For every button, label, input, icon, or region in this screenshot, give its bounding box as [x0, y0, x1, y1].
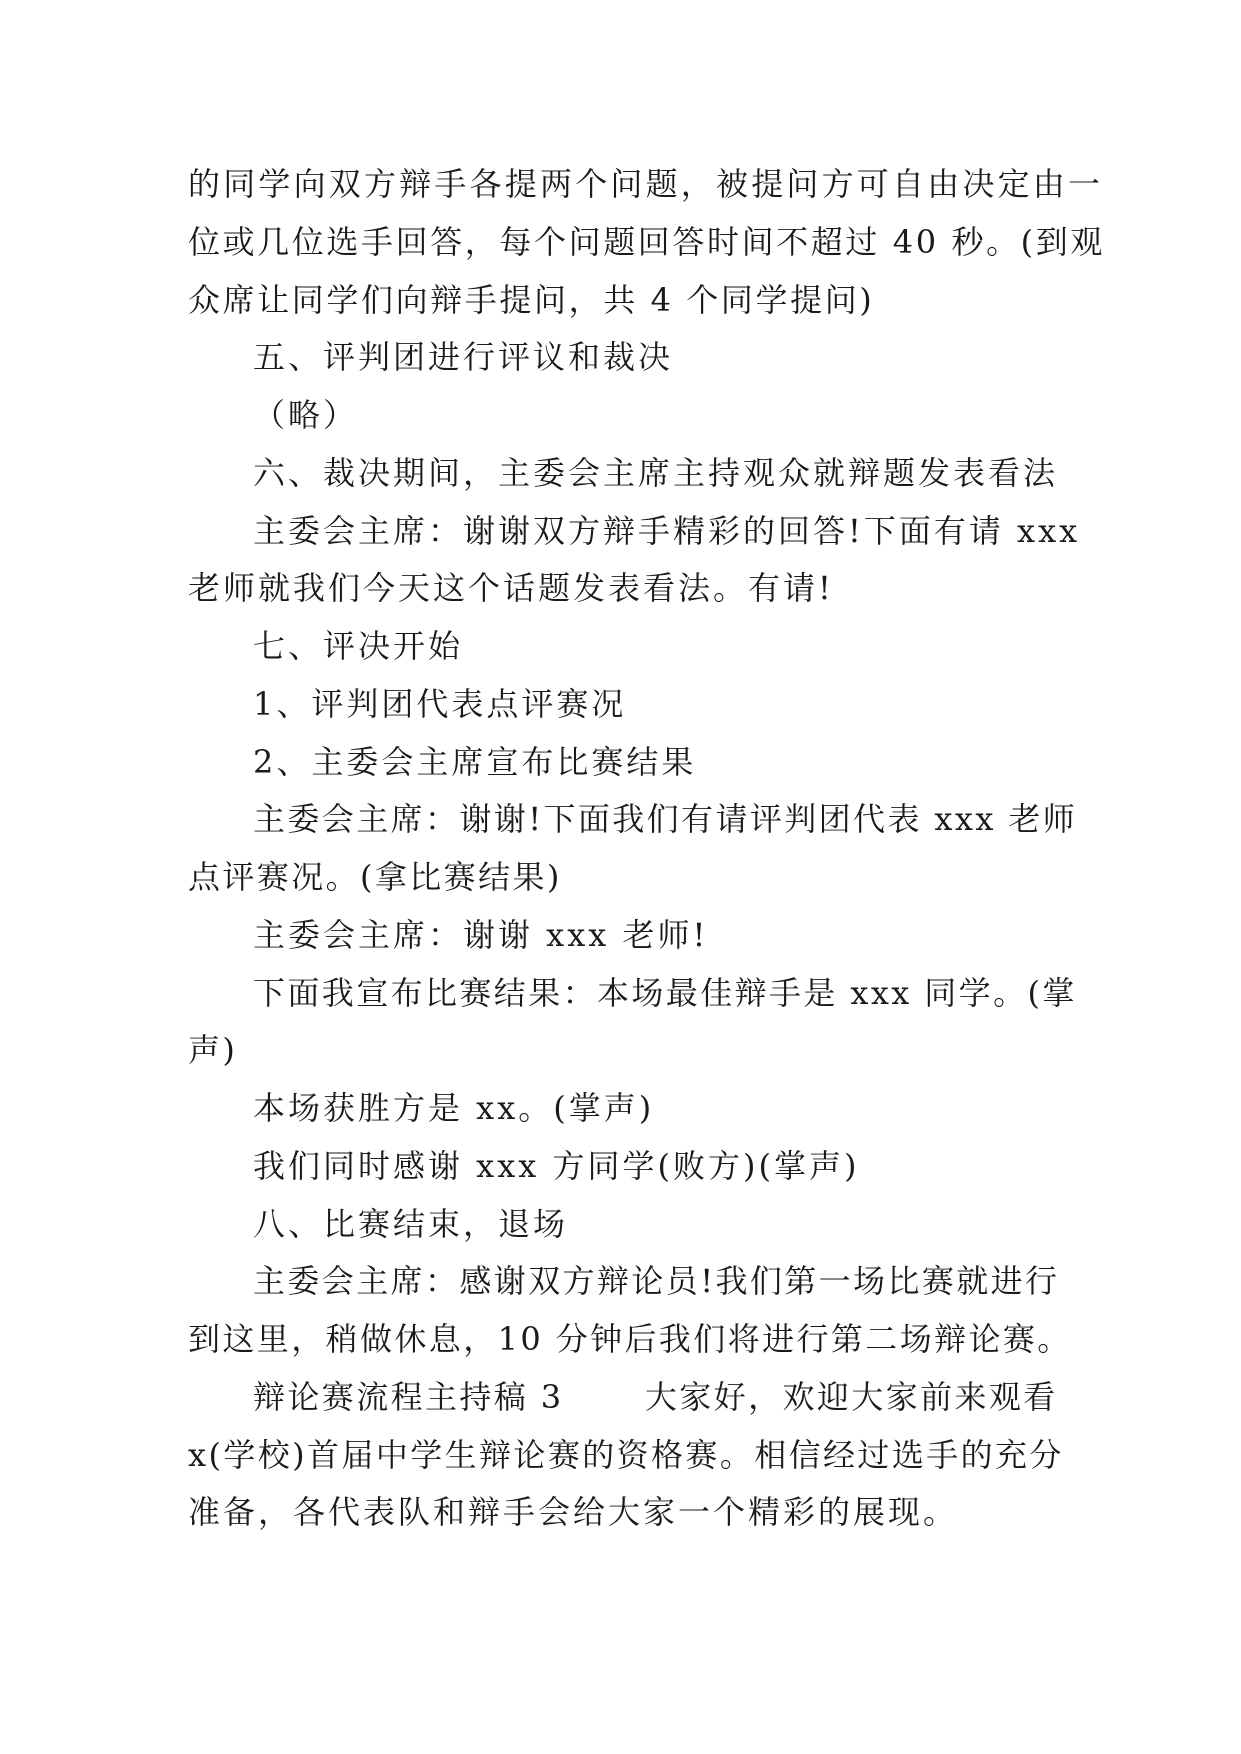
text-line: 主委会主席：谢谢双方辩手精彩的回答!下面有请 xxx [253, 512, 1081, 550]
text-line: 本场获胜方是 xx。(掌声) [253, 1089, 655, 1127]
section-heading: 七、评决开始 [253, 627, 464, 665]
text-line: 到这里，稍做休息，10 分钟后我们将进行第二场辩论赛。 [188, 1320, 1072, 1358]
text-line: 我们同时感谢 xxx 方同学(败方)(掌声) [253, 1147, 860, 1185]
text-line: 主委会主席：谢谢 xxx 老师! [253, 916, 709, 954]
text-line: 位或几位选手回答，每个问题回答时间不超过 40 秒。(到观 [188, 223, 1105, 261]
section-heading: 五、评判团进行评议和裁决 [253, 338, 674, 376]
text-line: （略） [253, 396, 359, 434]
text-line: 点评赛况。(拿比赛结果) [188, 858, 562, 896]
text-line: 的同学向双方辩手各提两个问题，被提问方可自由决定由一 [188, 165, 1104, 203]
text-line: 主委会主席：谢谢!下面我们有请评判团代表 xxx 老师 [253, 800, 1078, 838]
list-item: 2、主委会主席宣布比赛结果 [253, 743, 697, 781]
text-line: 准备，各代表队和辩手会给大家一个精彩的展现。 [188, 1493, 959, 1531]
text-line: x(学校)首届中学生辩论赛的资格赛。相信经过选手的充分 [188, 1436, 1064, 1474]
section-heading: 八、比赛结束，退场 [253, 1205, 569, 1243]
list-item: 1、评判团代表点评赛况 [253, 685, 627, 723]
text-line: 声) [188, 1031, 238, 1069]
text-line: 下面我宣布比赛结果：本场最佳辩手是 xxx 同学。(掌 [253, 974, 1077, 1012]
text-line: 辩论赛流程主持稿 3 大家好，欢迎大家前来观看 [253, 1378, 1058, 1416]
text-line: 老师就我们今天这个话题发表看法。有请! [188, 569, 834, 607]
text-line: 主委会主席：感谢双方辩论员!我们第一场比赛就进行 [253, 1262, 1060, 1300]
section-heading: 六、裁决期间，主委会主席主持观众就辩题发表看法 [253, 454, 1059, 492]
text-line: 众席让同学们向辩手提问，共 4 个同学提问) [188, 281, 875, 319]
